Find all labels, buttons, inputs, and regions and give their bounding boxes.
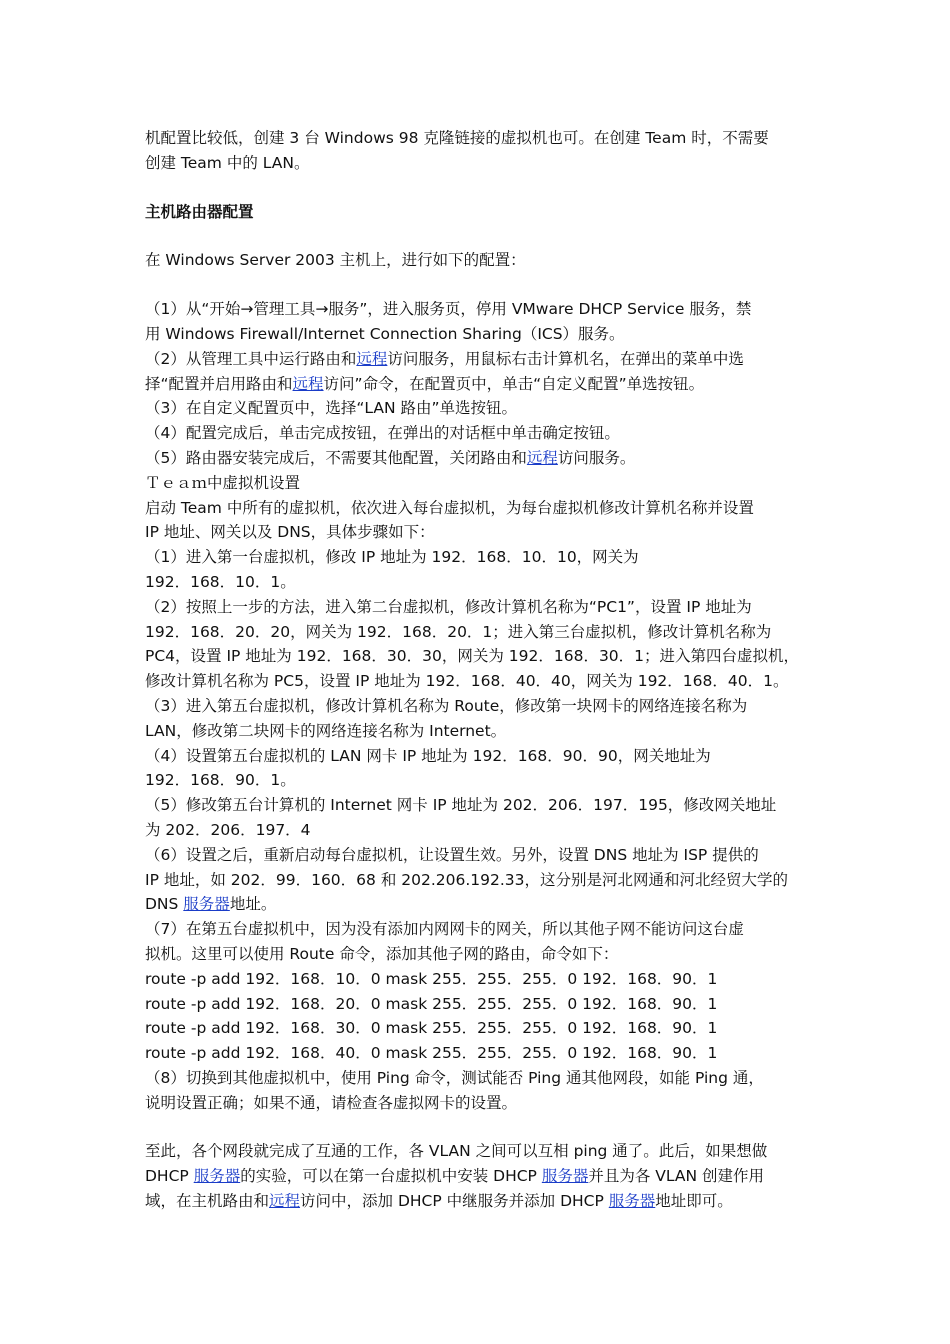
document-body xyxy=(145,126,815,1214)
vm-step2-line-2: 192．168．20．20，网关为 192．168．20．1；进入第三台虚拟机，修改计算机名称为 xyxy=(145,622,772,641)
vm-step2-line-4: 修改计算机名称为 PC5，设置 IP 地址为 192．168．40．40，网关为 192．168．40．1。 xyxy=(145,672,789,691)
section1-lead: 在 Windows Server 2003 主机上，进行如下的配置： xyxy=(145,251,526,270)
vm-step2-line-1: （2）按照上一步的方法，进入第二台虚拟机，修改计算机名称为“PC1”，设置 IP 地址为 xyxy=(145,597,752,616)
text: 访问”命令，在配置页中，单击“自定义配置”单选按钮。 xyxy=(323,374,705,393)
vm-step1-line-2: 192．168．10．1。 xyxy=(145,572,296,591)
vm-step4-line-2: 192．168．90．1。 xyxy=(145,771,296,790)
intro-line-1: 机配置比较低，创建 3 台 Windows 98 克隆链接的虚拟机也可。在创建 Team 时，不需要 xyxy=(145,129,769,147)
remote-link[interactable]: 远程 xyxy=(526,448,558,467)
intro-line-2: 创建 Team 中的 LAN。 xyxy=(145,153,310,172)
conclusion-line-2 xyxy=(145,1164,815,1189)
step4-line: （4）配置完成后，单击完成按钮，在弹出的对话框中单击确定按钮。 xyxy=(145,424,620,443)
vm-step8-line-2: 说明设置正确；如果不通，请检查各虚拟网卡的设置。 xyxy=(145,1093,518,1112)
step1-line-1: （1）从“开始→管理工具→服务”，进入服务页，停用 VMware DHCP Service 服务，禁 xyxy=(145,300,752,319)
server-link[interactable]: 服务器 xyxy=(183,895,230,914)
conclusion-line-1: 至此，各个网段就完成了互通的工作，各 VLAN 之间可以互相 ping 通了。此后，如果想做 xyxy=(145,1142,768,1161)
vm-step2-line-3: PC4，设置 IP 地址为 192．168．30．30，网关为 192．168．30．1；进入第四台虚拟机， xyxy=(145,647,800,666)
server-link[interactable]: 服务器 xyxy=(193,1167,241,1186)
text: 访问中，添加 DHCP 中继服务并添加 DHCP xyxy=(300,1192,609,1211)
conclusion-line-3 xyxy=(145,1189,815,1214)
server-link[interactable]: 服务器 xyxy=(541,1167,589,1186)
vm-step5-line-1: （5）修改第五台计算机的 Internet 网卡 IP 地址为 202．206．197．195，修改网关地址 xyxy=(145,796,777,815)
vm-step7-line-1: （7）在第五台虚拟机中，因为没有添加内网网卡的网关，所以其他子网不能访问这台虚 xyxy=(145,920,744,939)
text: DNS xyxy=(145,895,184,914)
text: 地址即可。 xyxy=(655,1192,733,1211)
text: （5）路由器安装完成后，不需要其他配置，关闭路由和 xyxy=(145,448,527,467)
step1-line-2: 用 Windows Firewall/Internet Connection Sharing（ICS）服务。 xyxy=(145,324,625,343)
text: 并且为各 VLAN 创建作用 xyxy=(588,1167,764,1186)
text: （2）从管理工具中运行路由和 xyxy=(145,349,357,368)
vm-step4-line-1: （4）设置第五台虚拟机的 LAN 网卡 IP 地址为 192．168．90．90，网关地址为 xyxy=(145,746,711,765)
vm-step7-line-2: 拟机。这里可以使用 Route 命令，添加其他子网的路由，命令如下： xyxy=(145,944,619,963)
text: 的实验，可以在第一台虚拟机中安装 DHCP xyxy=(240,1167,542,1186)
vm-step1-line-1: （1）进入第一台虚拟机，修改 IP 地址为 192．168．10．10，网关为 xyxy=(145,548,639,567)
route-command-4: route -p add 192．168．40．0 mask 255．255．255．0 192．168．90．1 xyxy=(145,1044,718,1063)
section2-lead-2: IP 地址、网关以及 DNS，具体步骤如下： xyxy=(145,523,435,542)
section2-lead-1: 启动 Team 中所有的虚拟机，依次进入每台虚拟机，为每台虚拟机修改计算机名称并设置 xyxy=(145,498,754,517)
section-heading-team-vm: Ｔｅａｍ中虚拟机设置 xyxy=(145,473,301,492)
route-command-2: route -p add 192．168．20．0 mask 255．255．255．0 192．168．90．1 xyxy=(145,994,718,1013)
vm-step6-line-2: IP 地址，如 202．99．160．68 和 202.206.192.33，这分别是河北网通和河北经贸大学的 xyxy=(145,870,789,889)
vm-step6-line-1: （6）设置之后，重新启动每台虚拟机，让设置生效。另外，设置 DNS 地址为 ISP 提供的 xyxy=(145,845,759,864)
text: 访问服务。 xyxy=(557,448,636,467)
remote-link[interactable]: 远程 xyxy=(292,374,324,393)
step2-line-2 xyxy=(145,372,815,397)
text: 地址。 xyxy=(229,895,277,914)
remote-link[interactable]: 远程 xyxy=(356,349,388,368)
text: 访问服务，用鼠标右击计算机名，在弹出的菜单中选 xyxy=(387,349,744,368)
step3-line: （3）在自定义配置页中，选择“LAN 路由”单选按钮。 xyxy=(145,399,518,418)
vm-step3-line-1: （3）进入第五台虚拟机，修改计算机名称为 Route，修改第一块网卡的网络连接名称为 xyxy=(145,696,748,715)
text: 域，在主机路由和 xyxy=(145,1192,270,1211)
server-link[interactable]: 服务器 xyxy=(608,1192,656,1211)
text: 择“配置并启用路由和 xyxy=(145,374,293,393)
remote-link[interactable]: 远程 xyxy=(269,1192,301,1211)
text: DHCP xyxy=(145,1167,194,1186)
vm-step3-line-2: LAN，修改第二块网卡的网络连接名称为 Internet。 xyxy=(145,721,507,740)
step5-line xyxy=(145,446,815,471)
route-command-1: route -p add 192．168．10．0 mask 255．255．255．0 192．168．90．1 xyxy=(145,969,718,988)
section-heading-router: 主机路由器配置 xyxy=(145,202,254,221)
vm-step8-line-1: （8）切换到其他虚拟机中，使用 Ping 命令，测试能否 Ping 通其他网段，如能 Ping 通， xyxy=(145,1068,764,1087)
route-command-3: route -p add 192．168．30．0 mask 255．255．255．0 192．168．90．1 xyxy=(145,1019,718,1038)
vm-step6-line-3 xyxy=(145,892,815,917)
vm-step5-line-2: 为 202．206．197．4 xyxy=(145,820,311,839)
step2-line-1 xyxy=(145,347,815,372)
